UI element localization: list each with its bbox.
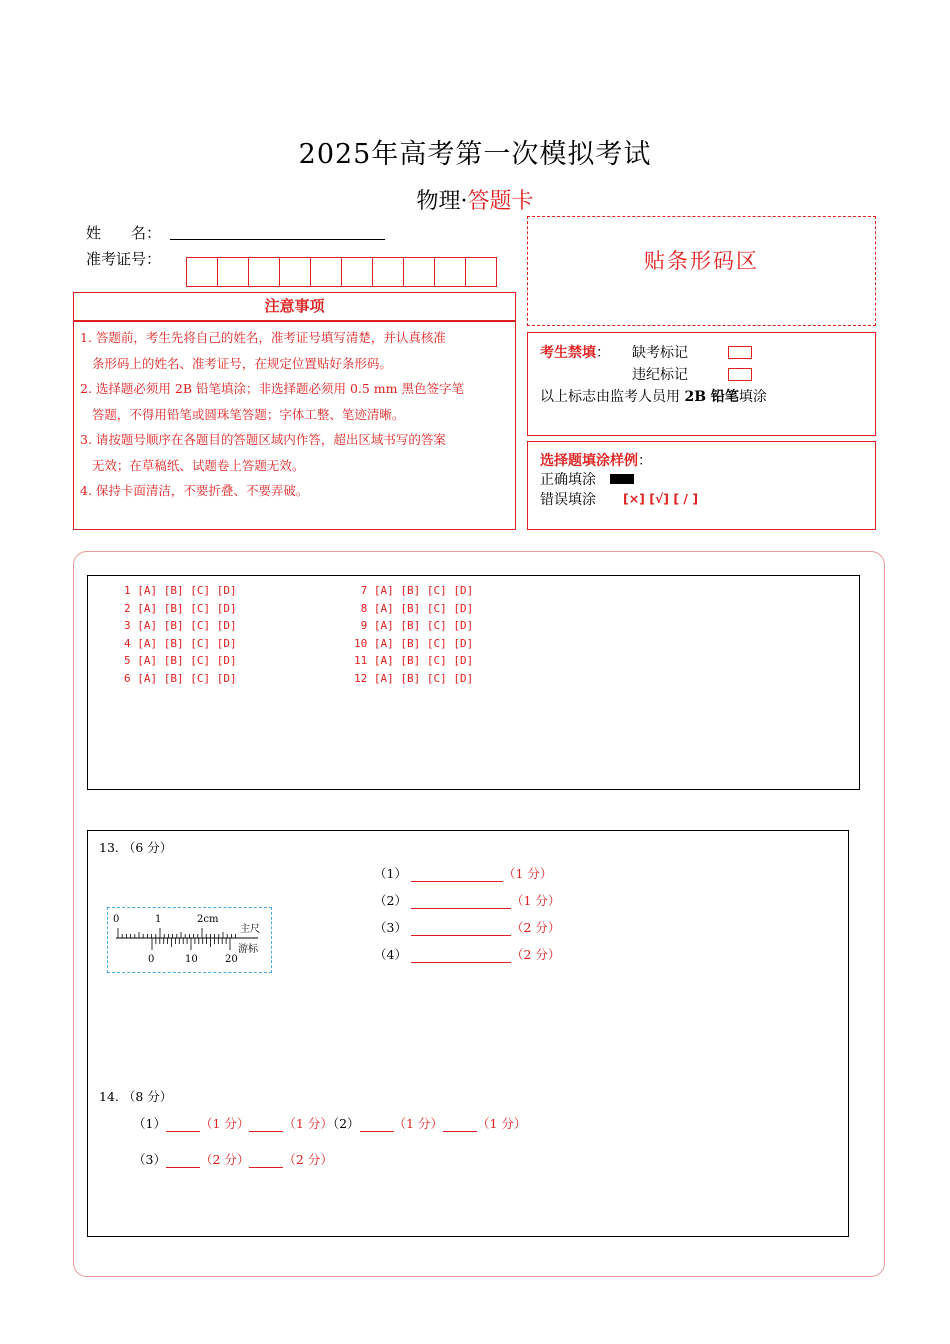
part-number: （3）	[374, 920, 407, 935]
vernier-tick-label: 10	[185, 954, 198, 965]
choice-row[interactable]: 12 [A] [B] [C] [D]	[354, 671, 474, 685]
vernier-tick-label: 0	[148, 954, 155, 965]
part-score: （2 分）	[510, 920, 561, 935]
correct-fill-label: 正确填涂	[540, 472, 596, 488]
sample-colon: ：	[638, 453, 652, 469]
q13-part-2	[374, 891, 560, 909]
id-number-grid[interactable]	[186, 257, 497, 287]
forbidden-note	[540, 386, 767, 406]
q14-line-2	[133, 1150, 333, 1168]
choice-row[interactable]: 1 [A] [B] [C] [D]	[124, 584, 237, 597]
main-tick-label: 0	[113, 914, 120, 925]
notice-item: 答题，不得用铅笔或圆珠笔答题；字体工整、笔迹清晰。	[80, 406, 405, 422]
page-title: 2025年高考第一次模拟考试	[298, 139, 652, 170]
choice-row[interactable]: 10 [A] [B] [C] [D]	[354, 636, 474, 650]
part-score: （2 分）	[510, 947, 561, 962]
forbidden-note-bold: 2B 铅笔	[684, 389, 739, 405]
vernier-scale-label: 游标	[238, 944, 258, 955]
q14-line-1	[133, 1114, 526, 1132]
part-score: （2 分）	[283, 1152, 333, 1167]
id-label: 准考证号：	[86, 250, 162, 268]
forbidden-note-prefix: 以上标志由监考人员用	[540, 389, 685, 405]
notice-item: 3. 请按题号顺序在各题目的答题区域内作答，超出区域书写的答案	[80, 432, 446, 447]
q13-part-4	[374, 945, 560, 963]
notice-item: 4. 保持卡面清洁，不要折叠、不要弄破。	[80, 483, 309, 498]
answer-blank[interactable]	[411, 866, 503, 882]
barcode-area	[527, 216, 876, 326]
id-cell[interactable]	[217, 257, 248, 287]
name-field[interactable]	[170, 224, 385, 240]
notice-item: 无效；在草稿纸、试题卷上答题无效。	[80, 457, 305, 473]
id-cell[interactable]	[341, 257, 372, 287]
id-cell[interactable]	[434, 257, 465, 287]
q13-part-1	[374, 864, 552, 882]
part-score: （1 分）	[283, 1116, 333, 1131]
q14-label: 14. （8 分）	[99, 1089, 173, 1104]
forbidden-heading: 考生禁填	[540, 345, 596, 361]
answer-blank[interactable]	[360, 1116, 394, 1132]
q13-part-3	[374, 918, 560, 936]
choice-row[interactable]: 3 [A] [B] [C] [D]	[124, 619, 237, 633]
part-score: （2 分）	[199, 1152, 250, 1167]
page-subtitle	[0, 184, 950, 215]
violation-label: 违纪标记	[632, 367, 688, 383]
choice-column-right	[354, 584, 473, 690]
answer-blank[interactable]	[166, 1116, 200, 1132]
wrong-fill-marks: [×] [√] [ / ]	[623, 491, 699, 506]
notice-item: 1. 答题前，考生先将自己的姓名，准考证号填写清楚，并认真核准	[80, 330, 446, 345]
main-scale-label: 主尺	[240, 924, 260, 935]
fill-sample-box	[527, 441, 876, 530]
notice-item: 条形码上的姓名、准考证号，在规定位置贴好条形码。	[80, 355, 392, 371]
q13-label: 13. （6 分）	[99, 840, 173, 855]
notice-item: 2. 选择题必须用 2B 铅笔填涂；非选择题必须用 0.5 mm 黑色签字笔	[80, 381, 464, 396]
choice-row[interactable]: 2 [A] [B] [C] [D]	[124, 601, 237, 615]
absent-mark-box[interactable]	[728, 346, 752, 359]
card-type-label: 答题卡	[467, 189, 534, 214]
main-tick-label: 1	[155, 914, 162, 925]
id-cell[interactable]	[310, 257, 341, 287]
answer-blank[interactable]	[249, 1116, 283, 1132]
choice-row[interactable]: 9 [A] [B] [C] [D]	[354, 619, 474, 633]
examiner-marks-box	[527, 332, 876, 436]
correct-fill-mark	[610, 474, 634, 484]
choice-row[interactable]: 7 [A] [B] [C] [D]	[354, 584, 474, 597]
forbidden-colon: ：	[596, 345, 610, 361]
answer-blank[interactable]	[411, 893, 511, 909]
choice-row[interactable]: 4 [A] [B] [C] [D]	[124, 636, 237, 650]
violation-mark-box[interactable]	[728, 368, 752, 381]
name-label: 姓 名：	[86, 224, 162, 242]
barcode-label: 贴条形码区	[644, 249, 759, 273]
part-score: （1 分）	[510, 893, 561, 908]
id-cell[interactable]	[279, 257, 310, 287]
subject-label: 物理·	[416, 189, 468, 214]
id-cell[interactable]	[372, 257, 403, 287]
forbidden-note-suffix: 填涂	[738, 389, 767, 405]
main-tick-label: 2cm	[197, 914, 219, 925]
part-number: （1）	[133, 1116, 166, 1131]
part-number: （3）	[133, 1152, 166, 1167]
answer-blank[interactable]	[443, 1116, 477, 1132]
vernier-caliper-figure	[107, 907, 272, 973]
id-cell[interactable]	[403, 257, 434, 287]
choice-column-left	[124, 584, 237, 690]
notice-box	[73, 321, 516, 530]
notice-heading: 注意事项	[73, 292, 516, 321]
part-number: （4）	[374, 947, 407, 962]
id-cell[interactable]	[186, 257, 217, 287]
choice-row[interactable]: 11 [A] [B] [C] [D]	[354, 654, 474, 668]
answer-blank[interactable]	[249, 1152, 283, 1168]
part-score: （1 分）	[199, 1116, 250, 1131]
part-number: （2）	[374, 893, 407, 908]
answer-blank[interactable]	[411, 920, 511, 936]
multiple-choice-area	[87, 575, 860, 790]
choice-row[interactable]: 6 [A] [B] [C] [D]	[124, 671, 237, 685]
vernier-tick-label: 20	[225, 954, 238, 965]
absent-label: 缺考标记	[632, 345, 688, 361]
id-cell[interactable]	[465, 257, 497, 287]
answer-blank[interactable]	[411, 947, 511, 963]
choice-row[interactable]: 5 [A] [B] [C] [D]	[124, 654, 237, 668]
wrong-fill-label: 错误填涂	[540, 492, 596, 508]
answer-blank[interactable]	[166, 1152, 200, 1168]
part-number: （2）	[332, 1116, 360, 1131]
part-score: （1 分）	[502, 866, 553, 881]
choice-row[interactable]: 8 [A] [B] [C] [D]	[354, 601, 474, 615]
part-score: （1 分）	[476, 1116, 527, 1131]
part-score: （1 分）	[393, 1116, 443, 1131]
id-cell[interactable]	[248, 257, 279, 287]
sample-heading: 选择题填涂样例	[540, 453, 638, 469]
part-number: （1）	[374, 866, 407, 881]
